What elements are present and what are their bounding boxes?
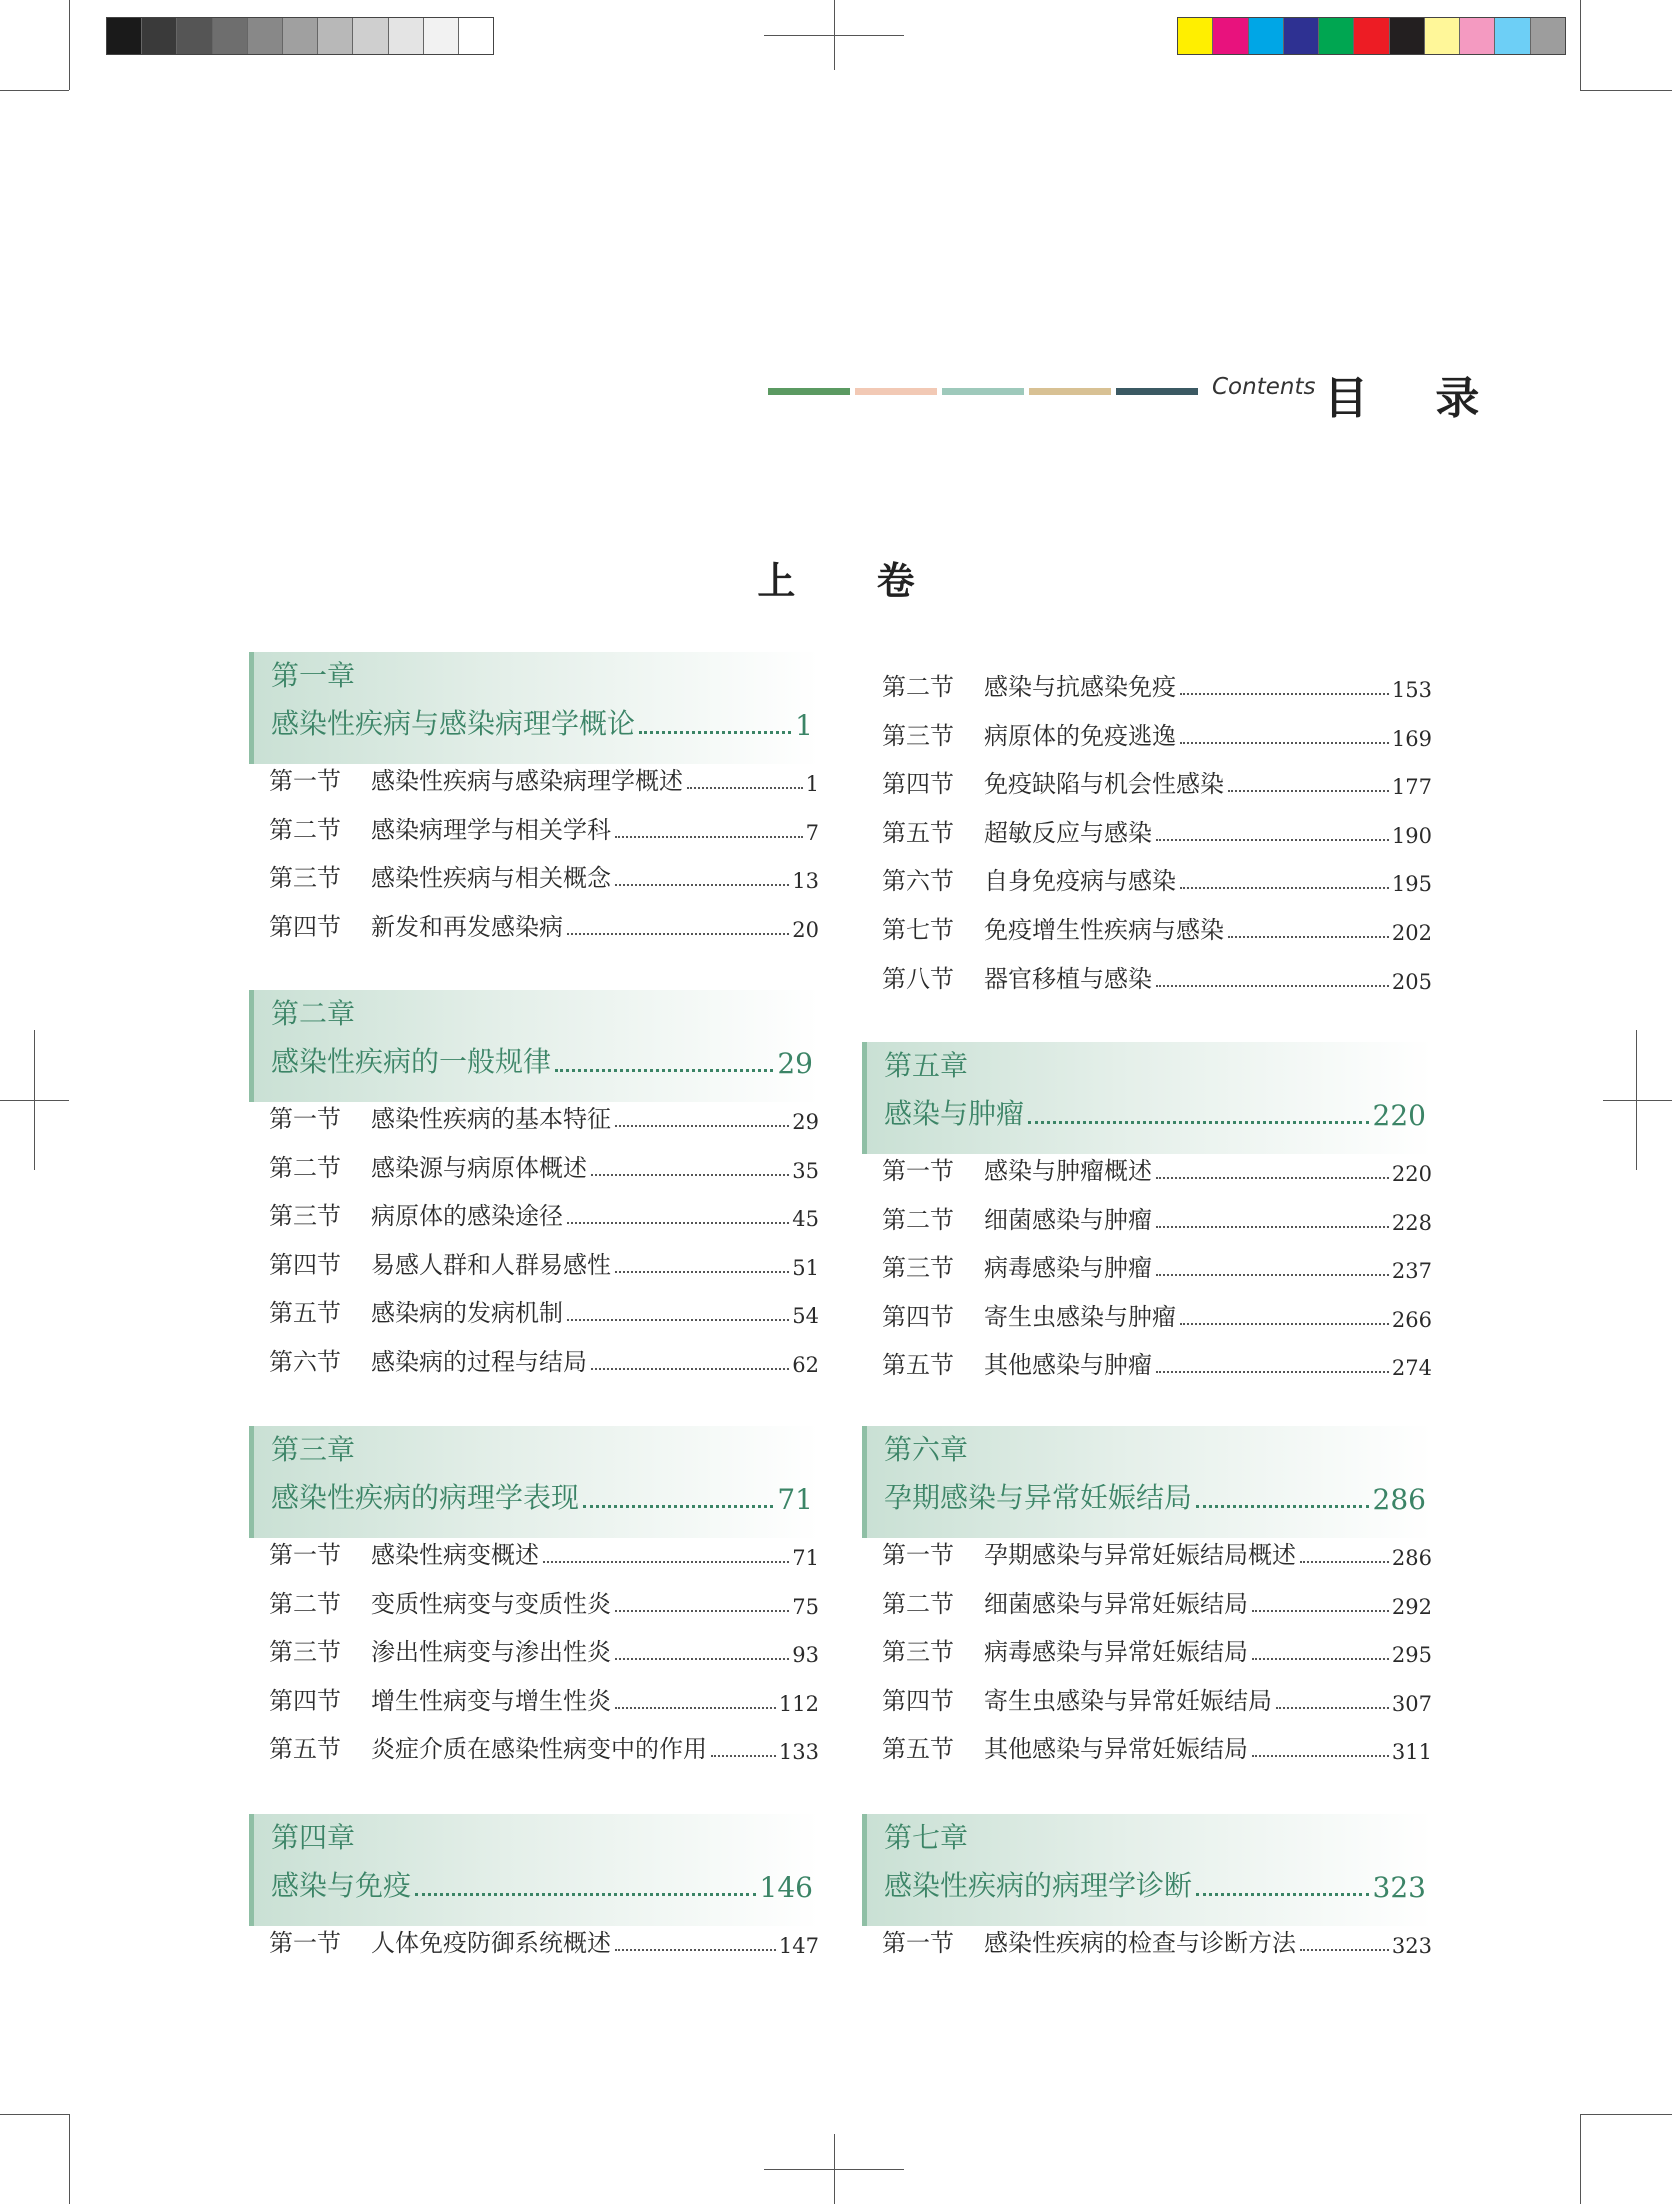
toc-section-entry[interactable] xyxy=(882,1724,1432,1764)
section-page: 205 xyxy=(1391,969,1432,994)
color-swatch xyxy=(1425,18,1460,54)
toc-section-entry[interactable] xyxy=(882,1676,1432,1716)
color-swatch xyxy=(142,18,177,54)
section-number: 第二节 xyxy=(269,1153,341,1182)
section-page: 266 xyxy=(1391,1307,1432,1332)
section-number: 第六节 xyxy=(269,1348,341,1376)
header-rule-segment xyxy=(942,388,1024,395)
section-number: 第一节 xyxy=(269,1105,341,1133)
chapter-page: 1 xyxy=(795,709,813,742)
section-page: 35 xyxy=(792,1158,819,1183)
section-title: 免疫缺陷与机会性感染 xyxy=(984,770,1224,799)
dot-leader xyxy=(1228,790,1389,792)
section-number: 第七节 xyxy=(882,916,954,944)
color-swatch xyxy=(1460,18,1495,54)
section-title: 病毒感染与异常妊娠结局 xyxy=(984,1638,1248,1667)
chapter-number: 第六章 xyxy=(884,1433,969,1466)
toc-section-entry[interactable] xyxy=(269,1530,819,1570)
color-swatch xyxy=(1495,18,1530,54)
dot-leader xyxy=(615,836,803,838)
toc-section-entry[interactable] xyxy=(882,1579,1432,1619)
section-page: 311 xyxy=(1391,1740,1432,1765)
section-title: 寄生虫感染与异常妊娠结局 xyxy=(984,1686,1272,1715)
section-page: 20 xyxy=(792,917,819,942)
section-page: 323 xyxy=(1391,1934,1432,1958)
section-title: 感染性疾病的基本特征 xyxy=(371,1105,611,1133)
section-number: 第五节 xyxy=(882,818,954,847)
chapter-title: 感染与免疫 xyxy=(271,1869,412,1902)
toc-section-entry[interactable] xyxy=(882,905,1432,945)
chapter-title: 感染性疾病的病理学诊断 xyxy=(884,1869,1193,1902)
section-number: 第一节 xyxy=(269,1929,341,1957)
dot-leader xyxy=(615,884,789,886)
dot-leader xyxy=(1156,1226,1389,1228)
section-page: 274 xyxy=(1391,1356,1432,1381)
section-number: 第三节 xyxy=(882,1254,954,1283)
color-swatch xyxy=(353,18,388,54)
dot-leader xyxy=(1156,985,1389,987)
section-title: 自身免疫病与感染 xyxy=(984,867,1176,896)
chapter-number: 第一章 xyxy=(271,659,356,692)
chapter-number: 第五章 xyxy=(884,1049,969,1082)
dot-leader xyxy=(1276,1707,1389,1709)
section-page: 62 xyxy=(792,1353,819,1377)
section-title: 变质性病变与变质性炎 xyxy=(371,1589,611,1618)
section-title: 细菌感染与肿瘤 xyxy=(984,1205,1152,1234)
dot-leader xyxy=(555,1069,773,1072)
dot-leader xyxy=(1156,1274,1389,1276)
dot-leader xyxy=(1252,1755,1389,1757)
chapter-number: 第七章 xyxy=(884,1821,969,1854)
dot-leader xyxy=(1300,1561,1389,1563)
toc-section-entry[interactable] xyxy=(269,1918,819,1958)
section-page: 45 xyxy=(792,1207,819,1232)
dot-leader xyxy=(1196,1505,1369,1508)
dot-leader xyxy=(711,1755,776,1757)
chapter-page: 286 xyxy=(1372,1483,1426,1516)
toc-section-entry[interactable] xyxy=(882,856,1432,896)
section-title: 超敏反应与感染 xyxy=(984,818,1152,847)
chapter-title-row xyxy=(271,1476,813,1516)
toc-section-entry[interactable] xyxy=(269,853,819,893)
color-swatch xyxy=(389,18,424,54)
dot-leader xyxy=(543,1561,789,1563)
section-page: 54 xyxy=(792,1304,819,1329)
chapter-number: 第四章 xyxy=(271,1821,356,1854)
section-number: 第四节 xyxy=(269,1686,341,1715)
section-page: 295 xyxy=(1391,1643,1432,1668)
section-page: 220 xyxy=(1391,1162,1432,1186)
section-number: 第三节 xyxy=(882,1638,954,1667)
section-page: 93 xyxy=(792,1643,819,1668)
section-page: 286 xyxy=(1391,1546,1432,1570)
color-swatch xyxy=(248,18,283,54)
section-number: 第四节 xyxy=(882,1302,954,1331)
section-title: 新发和再发感染病 xyxy=(371,912,563,941)
dot-leader xyxy=(1028,1121,1369,1124)
toc-section-entry[interactable] xyxy=(882,1627,1432,1667)
section-page: 133 xyxy=(778,1740,819,1765)
color-swatch xyxy=(1531,18,1565,54)
toc-section-entry[interactable] xyxy=(269,1676,819,1716)
section-page: 237 xyxy=(1391,1259,1432,1284)
section-number: 第二节 xyxy=(882,1589,954,1618)
chapter-title-row xyxy=(884,1864,1426,1904)
toc-section-entry[interactable] xyxy=(269,1579,819,1619)
chapter-heading[interactable] xyxy=(249,1814,819,1926)
section-title: 病原体的感染途径 xyxy=(371,1202,563,1231)
page-title: 目 录 xyxy=(1324,373,1506,424)
chapter-heading[interactable] xyxy=(249,990,819,1102)
section-number: 第一节 xyxy=(269,767,341,795)
section-page: 29 xyxy=(792,1110,819,1134)
toc-section-entry[interactable] xyxy=(269,902,819,942)
dot-leader xyxy=(567,1222,789,1224)
chapter-title: 孕期感染与异常妊娠结局 xyxy=(884,1481,1193,1514)
toc-section-entry[interactable] xyxy=(269,1143,819,1183)
section-page: 190 xyxy=(1391,823,1432,848)
section-title: 免疫增生性疾病与感染 xyxy=(984,916,1224,944)
dot-leader xyxy=(415,1893,756,1896)
section-number: 第二节 xyxy=(269,815,341,844)
section-number: 第五节 xyxy=(882,1735,954,1764)
section-title: 其他感染与肿瘤 xyxy=(984,1351,1152,1380)
toc-section-entry[interactable] xyxy=(269,1191,819,1231)
chapter-title: 感染性疾病的病理学表现 xyxy=(271,1481,580,1514)
color-swatch xyxy=(424,18,459,54)
toc-section-entry[interactable] xyxy=(882,1292,1432,1332)
dot-leader xyxy=(615,1707,776,1709)
section-page: 112 xyxy=(778,1691,819,1716)
section-title: 病原体的免疫逃逸 xyxy=(984,721,1176,750)
header-rule-segment xyxy=(768,388,850,395)
dot-leader xyxy=(1180,1323,1389,1325)
section-page: 228 xyxy=(1391,1210,1432,1235)
dot-leader xyxy=(1180,887,1389,889)
chapter-title: 感染性疾病的一般规律 xyxy=(271,1045,552,1078)
chapter-title-row xyxy=(271,1864,813,1904)
color-swatch xyxy=(1284,18,1319,54)
section-number: 第一节 xyxy=(882,1929,954,1957)
dot-leader xyxy=(615,1271,789,1273)
toc-section-entry[interactable] xyxy=(882,1243,1432,1283)
section-title: 感染与肿瘤概述 xyxy=(984,1157,1152,1185)
chapter-title-row xyxy=(884,1092,1426,1132)
chapter-title-row xyxy=(271,1040,813,1080)
toc-section-entry[interactable] xyxy=(269,1627,819,1667)
section-page: 292 xyxy=(1391,1594,1432,1619)
section-number: 第四节 xyxy=(269,912,341,941)
color-swatch xyxy=(459,18,493,54)
section-title: 炎症介质在感染性病变中的作用 xyxy=(371,1735,707,1764)
section-title: 增生性病变与增生性炎 xyxy=(371,1686,611,1715)
color-swatch xyxy=(1178,18,1213,54)
dot-leader xyxy=(639,731,791,734)
section-number: 第六节 xyxy=(882,867,954,896)
section-number: 第五节 xyxy=(269,1299,341,1328)
section-page: 177 xyxy=(1391,775,1432,800)
section-page: 307 xyxy=(1391,1691,1432,1716)
color-swatch xyxy=(318,18,353,54)
section-number: 第四节 xyxy=(269,1250,341,1279)
section-number: 第三节 xyxy=(269,1638,341,1667)
section-page: 202 xyxy=(1391,921,1432,945)
dot-leader xyxy=(615,1125,789,1127)
dot-leader xyxy=(615,1610,789,1612)
section-number: 第二节 xyxy=(882,1205,954,1234)
toc-section-entry[interactable] xyxy=(882,1530,1432,1570)
section-title: 感染病理学与相关学科 xyxy=(371,815,611,844)
chapter-page: 71 xyxy=(777,1483,813,1516)
toc-section-entry[interactable] xyxy=(882,954,1432,994)
chapter-page: 323 xyxy=(1372,1871,1426,1904)
color-swatch xyxy=(1213,18,1248,54)
header-rule-segment xyxy=(1116,388,1198,395)
section-page: 13 xyxy=(792,869,819,894)
contents-label: Contents xyxy=(1212,374,1316,400)
toc-section-entry[interactable] xyxy=(882,1340,1432,1380)
section-page: 71 xyxy=(792,1546,819,1570)
section-number: 第二节 xyxy=(882,673,954,701)
chapter-heading[interactable] xyxy=(249,652,819,764)
section-title: 渗出性病变与渗出性炎 xyxy=(371,1638,611,1667)
dot-leader xyxy=(615,1658,789,1660)
section-page: 195 xyxy=(1391,872,1432,897)
dot-leader xyxy=(567,1319,789,1321)
chapter-heading[interactable] xyxy=(862,1426,1432,1538)
dot-leader xyxy=(567,933,789,935)
toc-section-entry[interactable] xyxy=(269,756,819,796)
toc-section-entry[interactable] xyxy=(882,1146,1432,1186)
section-title: 感染性疾病的检查与诊断方法 xyxy=(984,1929,1296,1957)
toc-section-entry[interactable] xyxy=(269,1288,819,1328)
toc-section-entry[interactable] xyxy=(882,1918,1432,1958)
color-swatch xyxy=(177,18,212,54)
section-title: 感染病的发病机制 xyxy=(371,1299,563,1328)
chapter-page: 29 xyxy=(777,1047,813,1080)
toc-section-entry[interactable] xyxy=(269,1724,819,1764)
section-title: 细菌感染与异常妊娠结局 xyxy=(984,1589,1248,1618)
section-page: 7 xyxy=(805,820,819,845)
section-number: 第四节 xyxy=(882,1686,954,1715)
section-title: 人体免疫防御系统概述 xyxy=(371,1929,611,1957)
section-number: 第五节 xyxy=(269,1735,341,1764)
color-swatch xyxy=(107,18,142,54)
chapter-number: 第二章 xyxy=(271,997,356,1030)
section-number: 第三节 xyxy=(269,1202,341,1231)
chapter-number: 第三章 xyxy=(271,1433,356,1466)
toc-section-entry[interactable] xyxy=(269,1240,819,1280)
toc-section-entry[interactable] xyxy=(882,808,1432,848)
section-page: 147 xyxy=(778,1934,819,1958)
chapter-title-row xyxy=(884,1476,1426,1516)
header-rule-segment xyxy=(855,388,937,395)
grayscale-bar xyxy=(106,17,494,55)
toc-section-entry[interactable] xyxy=(269,1094,819,1134)
dot-leader xyxy=(583,1505,773,1508)
dot-leader xyxy=(1252,1610,1389,1612)
section-title: 感染源与病原体概述 xyxy=(371,1153,587,1182)
section-number: 第一节 xyxy=(882,1541,954,1569)
chapter-heading[interactable] xyxy=(249,1426,819,1538)
volume-title: 上 卷 xyxy=(757,558,949,603)
toc-section-entry[interactable] xyxy=(269,805,819,845)
chapter-heading[interactable] xyxy=(862,1042,1432,1154)
dot-leader xyxy=(1180,742,1389,744)
color-swatch xyxy=(1249,18,1284,54)
dot-leader xyxy=(1156,1371,1389,1373)
section-title: 感染与抗感染免疫 xyxy=(984,673,1176,701)
dot-leader xyxy=(591,1174,789,1176)
toc-section-entry[interactable] xyxy=(882,662,1432,702)
section-number: 第五节 xyxy=(882,1351,954,1380)
dot-leader xyxy=(687,787,803,789)
chapter-title: 感染与肿瘤 xyxy=(884,1097,1025,1130)
section-title: 感染性疾病与感染病理学概述 xyxy=(371,767,683,795)
toc-section-entry[interactable] xyxy=(882,711,1432,751)
section-page: 75 xyxy=(792,1594,819,1619)
dot-leader xyxy=(1180,693,1389,695)
section-number: 第三节 xyxy=(882,721,954,750)
color-swatch xyxy=(1390,18,1425,54)
header-rule-segment xyxy=(1029,388,1111,395)
dot-leader xyxy=(1156,1177,1389,1179)
color-swatch xyxy=(283,18,318,54)
section-title: 感染性疾病与相关概念 xyxy=(371,864,611,893)
section-title: 病毒感染与肿瘤 xyxy=(984,1254,1152,1283)
section-page: 153 xyxy=(1391,678,1432,702)
toc-section-entry[interactable] xyxy=(882,759,1432,799)
section-number: 第一节 xyxy=(269,1541,341,1569)
section-title: 其他感染与异常妊娠结局 xyxy=(984,1735,1248,1764)
section-page: 169 xyxy=(1391,726,1432,751)
section-title: 孕期感染与异常妊娠结局概述 xyxy=(984,1541,1296,1569)
color-swatch xyxy=(1354,18,1389,54)
section-number: 第四节 xyxy=(882,770,954,799)
dot-leader xyxy=(1196,1893,1369,1896)
toc-section-entry[interactable] xyxy=(882,1195,1432,1235)
chapter-heading[interactable] xyxy=(862,1814,1432,1926)
color-swatch xyxy=(213,18,248,54)
section-title: 易感人群和人群易感性 xyxy=(371,1250,611,1279)
section-number: 第八节 xyxy=(882,964,954,993)
section-page: 51 xyxy=(792,1255,819,1280)
chapter-page: 220 xyxy=(1372,1099,1426,1132)
dot-leader xyxy=(1156,839,1389,841)
dot-leader xyxy=(1300,1949,1389,1951)
section-number: 第三节 xyxy=(269,864,341,893)
section-title: 寄生虫感染与肿瘤 xyxy=(984,1302,1176,1331)
chapter-title-row xyxy=(271,702,813,742)
section-page: 1 xyxy=(805,772,819,796)
dot-leader xyxy=(591,1368,789,1370)
dot-leader xyxy=(1252,1658,1389,1660)
dot-leader xyxy=(1228,936,1389,938)
chapter-page: 146 xyxy=(759,1871,813,1904)
section-number: 第一节 xyxy=(882,1157,954,1185)
process-color-bar xyxy=(1177,17,1566,55)
chapter-title: 感染性疾病与感染病理学概论 xyxy=(271,707,636,740)
toc-section-entry[interactable] xyxy=(269,1337,819,1377)
section-title: 感染性病变概述 xyxy=(371,1541,539,1569)
dot-leader xyxy=(615,1949,776,1951)
section-number: 第二节 xyxy=(269,1589,341,1618)
color-swatch xyxy=(1319,18,1354,54)
section-title: 感染病的过程与结局 xyxy=(371,1348,587,1376)
section-title: 器官移植与感染 xyxy=(984,964,1152,993)
